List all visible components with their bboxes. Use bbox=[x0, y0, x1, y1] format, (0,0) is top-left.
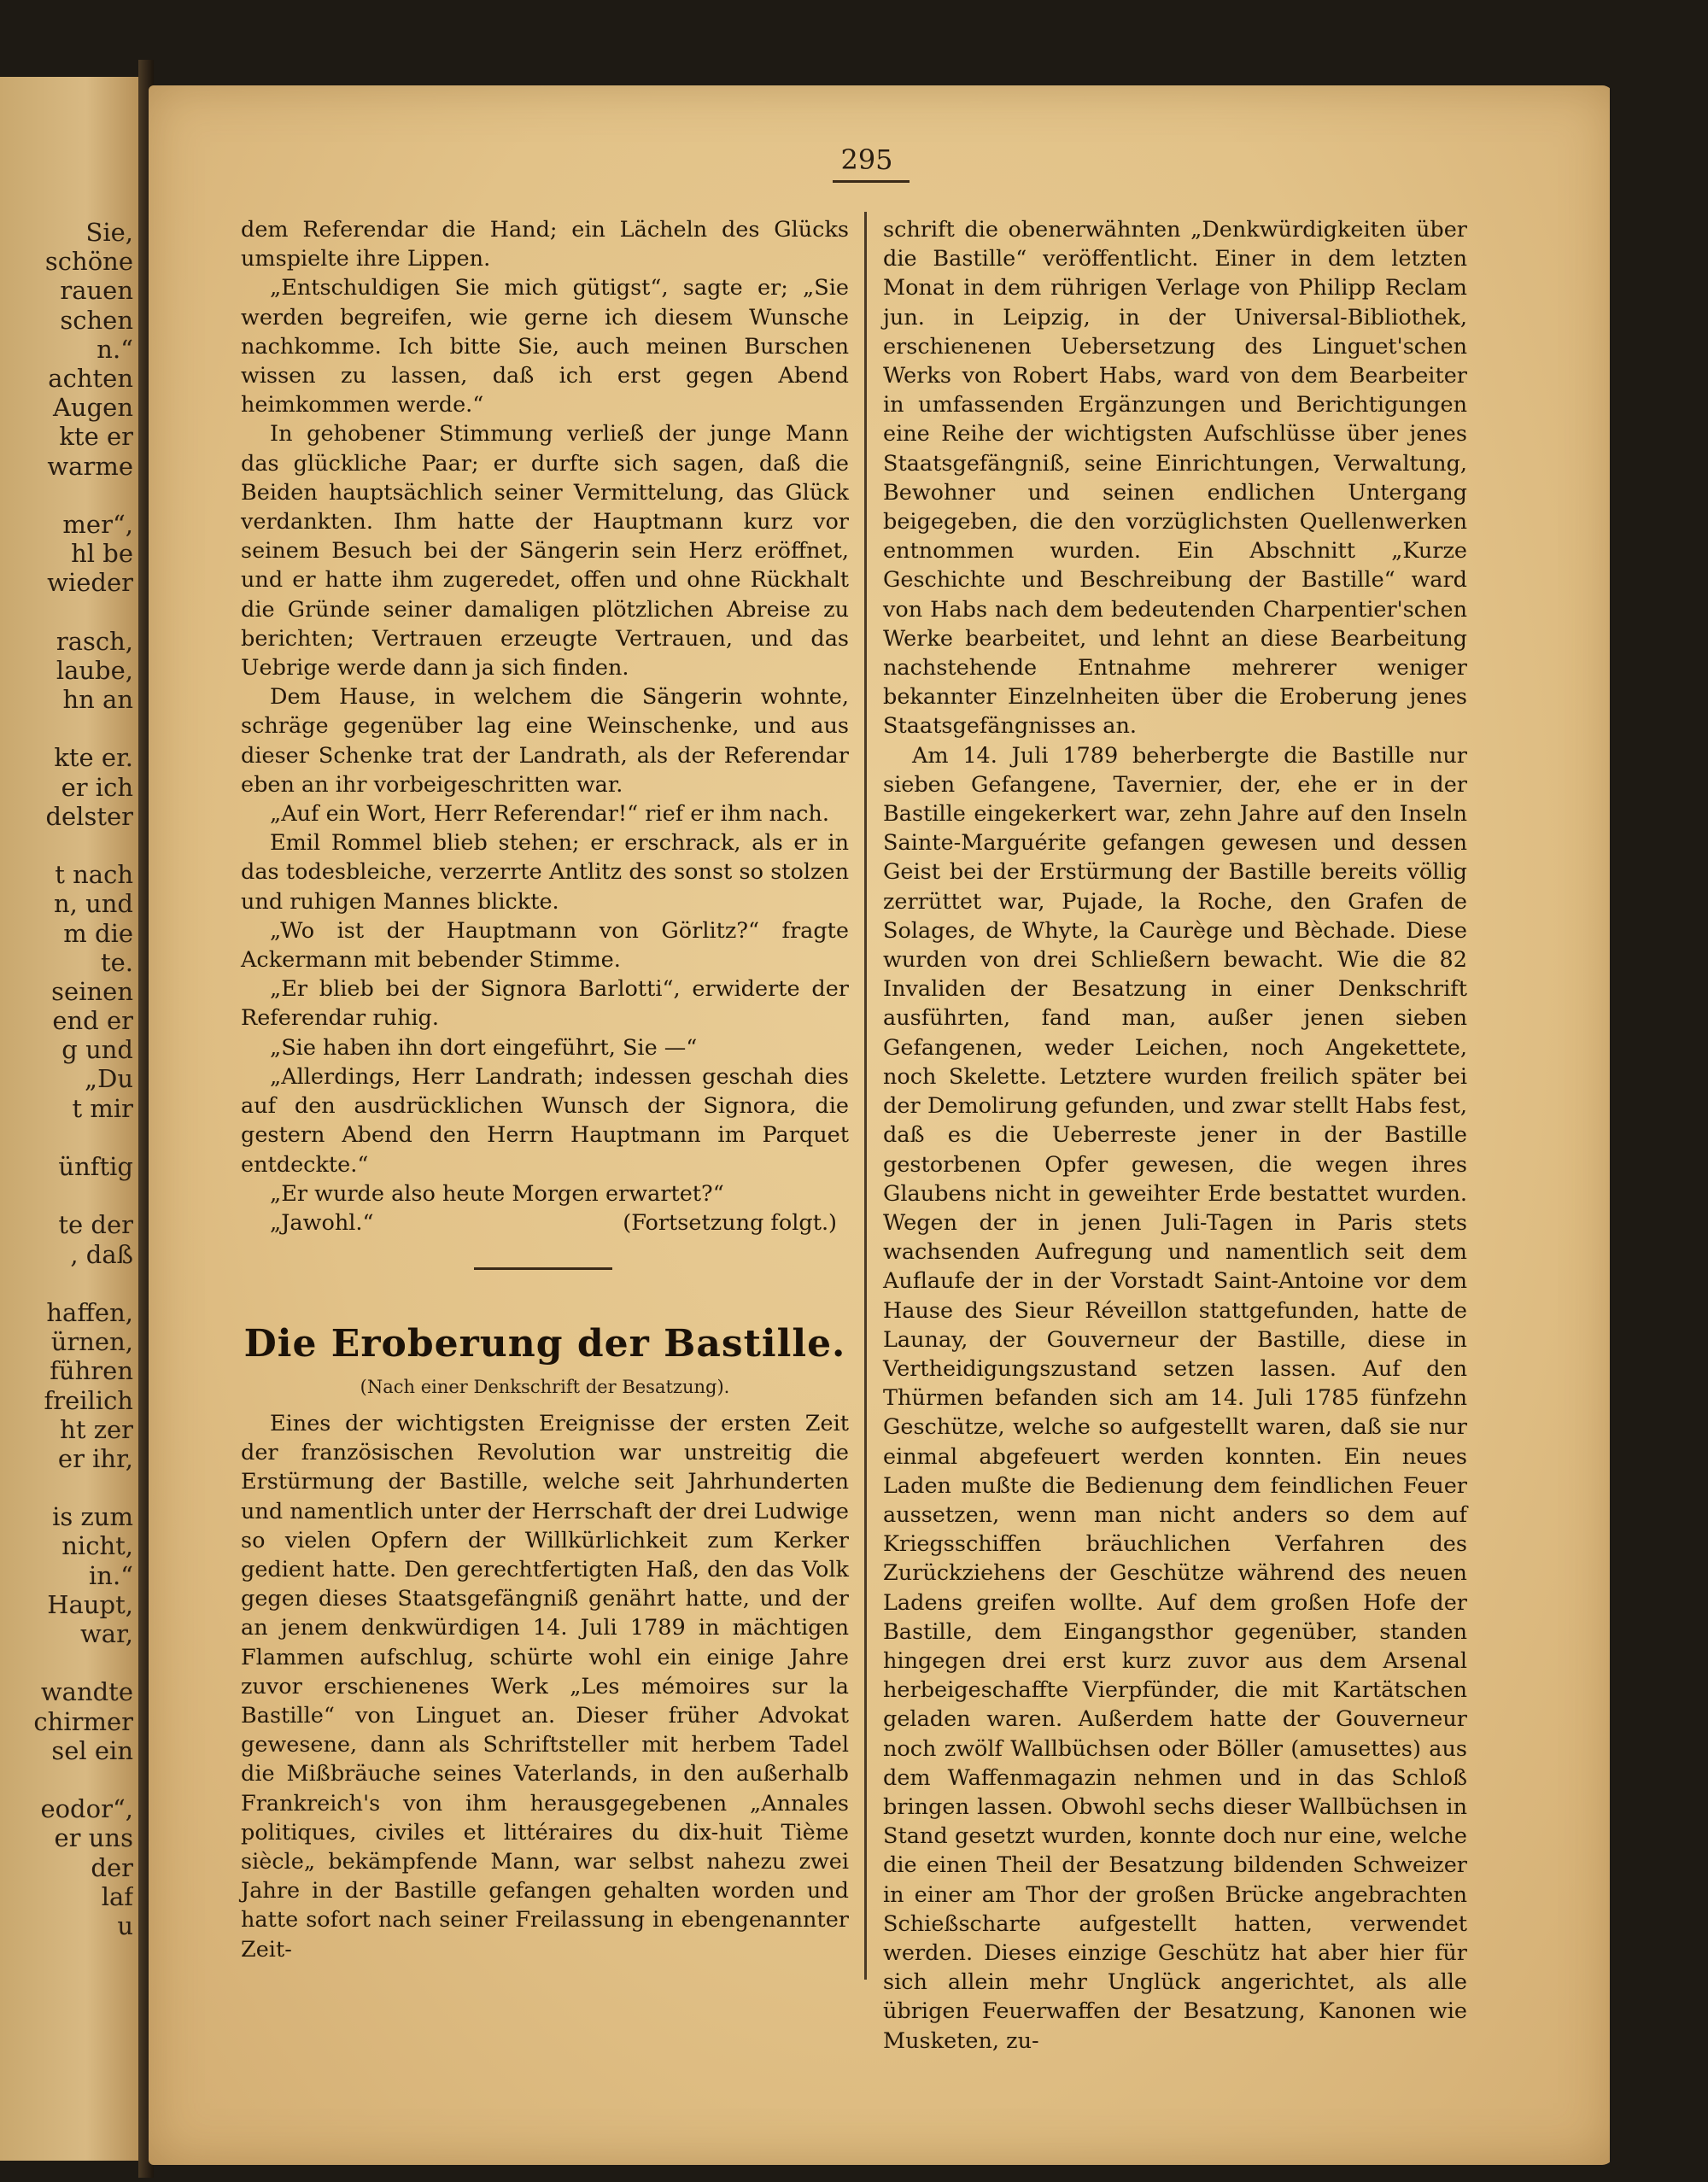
left-page-fragment: nicht, bbox=[61, 1531, 133, 1561]
left-page-fragment: laube, bbox=[56, 655, 133, 685]
left-page-fragment: eodor“, bbox=[40, 1794, 133, 1824]
left-page-fragment bbox=[5, 481, 133, 510]
paragraph: schrift die obenerwähnten „Denkwürdigkeiten über die Bastille“ veröffentlicht. Einer in dem letzten Monat in dem rührigen Verlage von Philipp Reclam jun. in Leipzig, in der Universal-Bibliothek, erschienenen Uebersetzung des Linguet'schen Werks von Robert Habs, ward von dem Bearbeiter in umfassenden Ergänzungen und Berichtigungen eine Reihe der wichtigsten Aufschlüsse über jenes Staatsgefängniß, seine Einrichtungen, Verwaltung, Bewohner und seinen endlichen Untergang beigegeben, die den vorzüglichsten Quellenwerken entnommen wurden. Ein Abschnitt „Kurze Geschichte und Beschreibung der Bastille“ ward von Habs nach dem bedeutenden Charpentier'schen Werke bearbeitet, und lehnt an diese Bearbeitung nachstehende Entnahme mehrerer weniger bekannter Einzelnheiten über die Eroberung jenes Staatsgefängnisses an. bbox=[883, 217, 1467, 740]
continuation-note: (Fortsetzung folgt.) bbox=[623, 1209, 837, 1236]
page-number: 295 bbox=[840, 143, 893, 176]
left-page-fragment: end er bbox=[52, 1006, 133, 1036]
article-title: Die Eroberung der Bastille. bbox=[243, 1322, 846, 1366]
paragraph: „Wo ist der Hauptmann von Görlitz?“ fragte Ackermann mit bebender Stimme. bbox=[241, 917, 849, 974]
left-page-fragment: m die bbox=[63, 918, 133, 948]
left-page-fragment: in.“ bbox=[89, 1560, 133, 1590]
left-page-fragment bbox=[5, 1269, 133, 1298]
left-page-fragment: er uns bbox=[54, 1823, 133, 1853]
section-divider bbox=[474, 1267, 612, 1270]
left-page-fragment: u bbox=[117, 1910, 133, 1940]
left-page-fragment: war, bbox=[79, 1619, 133, 1648]
last-line: „Jawohl.“ bbox=[270, 1209, 374, 1236]
left-page-fragment: kte er. bbox=[54, 743, 133, 773]
paragraph: „Sie haben ihn dort eingeführt, Sie —“ bbox=[270, 1034, 698, 1061]
left-page-fragment: t nach bbox=[55, 860, 133, 890]
left-page-fragment: ht zer bbox=[60, 1414, 133, 1444]
article-subtitle: (Nach einer Denkschrift der Besatzung). bbox=[360, 1377, 730, 1397]
left-page-fragment: achten bbox=[48, 363, 133, 393]
left-page-fragment bbox=[5, 1181, 133, 1210]
left-page-fragment: sel ein bbox=[51, 1735, 133, 1765]
left-page-fragment: wandte bbox=[40, 1677, 133, 1707]
left-page-fragment: schen bbox=[60, 305, 133, 335]
left-page-fragment: haffen, bbox=[46, 1297, 133, 1327]
left-page-fragment: er ihr, bbox=[57, 1443, 133, 1473]
left-page-fragment: is zum bbox=[52, 1502, 133, 1532]
left-page-fragment: laf bbox=[101, 1881, 133, 1911]
left-page-fragment bbox=[5, 1473, 133, 1502]
left-page-fragment: führen bbox=[50, 1356, 133, 1386]
left-page-fragment: te. bbox=[100, 947, 133, 977]
left-page-fragment: wieder bbox=[47, 568, 133, 598]
left-page-fragment: mer“, bbox=[62, 509, 133, 539]
left-page-fragment: g und bbox=[61, 1035, 133, 1065]
left-page-fragment: hl be bbox=[71, 539, 133, 569]
left-page-fragment: rasch, bbox=[56, 626, 133, 656]
left-page-fragment: Sie, bbox=[85, 218, 133, 247]
paragraph: Dem Hause, in welchem die Sängerin wohnte, schräge gegenüber lag eine Weinschenke, und aus dieser Schenke trat der Landrath, als der Referendar eben an ihr vorbeigeschritten war. bbox=[241, 684, 849, 798]
paragraph: Emil Rommel blieb stehen; er erschrack, als er in das todesbleiche, verzerrte Antlitz des sonst so stolzen und ruhigen Mannes blickte. bbox=[241, 830, 849, 915]
left-page-fragment: er ich bbox=[61, 772, 133, 802]
paragraph: Am 14. Juli 1789 beherbergte die Bastille nur sieben Gefangene, Tavernier, der, ehe er in der Bastille eingekerkert war, zehn Jahre auf den Inseln Sainte-Marguérite gefangen gewesen und dessen Geist bei der Erstürmung der Bastille bereits völlig zerrüttet war, Pujade, la Roche, den Grafen de Solages, de Whyte, la Caurège und Bèchade. Diese wurden von drei Schließern bewacht. Wie die 82 Invaliden der Besatzung in einer Denkschrift ausführten, fand man, außer jenen sieben Gefangenen, weder Leichen, noch Angekettete, noch Skelette. Letztere wurden freilich später bei der Demolirung gefunden, und zwar stellt Habs fest, daß es die Ueberreste jener in der Bastille gestorbenen Opfer gewesen, die wegen ihres Glaubens nicht in geweihter Erde bestattet wurden. Wegen der in jenen Juli-Tagen in Paris stets wachsenden Aufregung und namentlich seit dem Auflaufe der in der Vorstadt Saint-Antoine vor dem Hause des Sieur Réveillon stattgefunden, hatte de Launay, der Gouverneur der Bastille, diese in Vertheidigungszustand setzen lassen. Auf den Thürmen befanden sich am 14. Juli 1785 fünfzehn Geschütze, welche so aufgestellt waren, daß sie nur einmal abgefeuert werden konnten. Ein neues Laden mußte die Bedienung dem feindlichen Feuer aussetzen, wenn man nicht anders so dem auf Kriegsschiffen bräuchlichen Verfahren des Zurückziehens der Geschütze während des neuen Ladens greifen wollte. Auf dem großen Hofe der Bastille, dem Eingangsthor gegenüber, standen hingegen drei erst kurz zuvor aus dem Arsenal herbeigeschaffte Vierpfünder, die mit Kartätschen geladen waren. Außerdem hatte der Gouverneur noch zwölf Wallbüchsen oder Böller (amusettes) aus dem Waffenmagazin nehmen und in das Schloß bringen lassen. Obwohl sechs dieser Wallbüchsen in Stand gesetzt wurden, konnte doch nur eine, welche die einen Theil der Besatzung bildenden Schweizer in einer am Thor der großen Brücke angebrachten Schießscharte aufgestellt hatten, verwendet werden. Dieses einzige Geschütz hat aber hier für sich allein mehr Unglück angerichtet, als alle übrigen Feuerwaffen der Besatzung, Kanonen wie Musketen, zu- bbox=[883, 742, 1467, 2054]
column-divider bbox=[864, 212, 867, 1980]
left-page-fragment: Augen bbox=[52, 393, 133, 423]
left-page-fragment: n.“ bbox=[97, 334, 133, 364]
left-page-fragment bbox=[5, 831, 133, 860]
left-page-edge bbox=[0, 77, 143, 2161]
left-page-fragment: seinen bbox=[51, 976, 133, 1006]
left-page-fragment: ürnen, bbox=[50, 1327, 133, 1357]
left-page-fragment: chirmer bbox=[33, 1706, 133, 1736]
paragraph: „Entschuldigen Sie mich gütigst“, sagte er; „Sie werden begreifen, wie gerne ich diesem Wunsche nachkomme. Ich bitte Sie, auch meinen Burschen wissen zu lassen, daß ich erst gegen Abend heimkommen werde.“ bbox=[241, 275, 849, 418]
left-page-fragment: Haupt, bbox=[47, 1589, 133, 1619]
background-edge bbox=[1610, 85, 1708, 2182]
left-page-fragment: warme bbox=[47, 451, 133, 481]
left-page-fragment: schöne bbox=[44, 247, 133, 277]
left-page-fragment: delster bbox=[45, 801, 133, 831]
left-page-fragment: hn an bbox=[62, 685, 133, 714]
left-page-fragment: freilich bbox=[44, 1385, 133, 1415]
left-page-fragment bbox=[5, 1648, 133, 1677]
page-number-rule bbox=[833, 180, 910, 183]
left-page-fragment: „Du bbox=[85, 1064, 133, 1094]
paragraph: „Auf ein Wort, Herr Referendar!“ rief er ihm nach. bbox=[270, 801, 829, 828]
left-page-fragment bbox=[5, 597, 133, 626]
left-page-fragment: n, und bbox=[53, 889, 133, 919]
left-column bbox=[241, 215, 849, 1237]
left-page-fragment: , daß bbox=[70, 1239, 133, 1269]
left-page-fragment bbox=[5, 1765, 133, 1794]
left-page-fragment: ünftig bbox=[58, 1152, 133, 1181]
left-page-fragment: te der bbox=[58, 1210, 133, 1240]
paragraph: Eines der wichtigsten Ereignisse der ersten Zeit der französischen Revolution war unstreitig die Erstürmung der Bastille, welche seit Jahrhunderten und namentlich unter der Herrschaft der drei Ludwige so vielen Opfern der Willkürlichkeit zum Kerker gedient hatte. Den gerechtfertigten Haß, den das Volk gegen dieses Staatsgefängniß genährt hatte, und der an jenem denkwürdigen 14. Juli 1789 in mächtigen Flammen aufschlug, schürte wohl ein einige Jahre zuvor erschienenes Werk „Les mémoires sur la Bastille“ von Linguet an. Dieser früher Advokat gewesene, dann als Schriftsteller mit herbem Tadel die Mißbräuche seines Vaterlands, in den außerhalb Frankreich's von ihm herausgegebenen „Annales politiques, civiles et littéraires du dix-huit Tième siècle„ bekämpfende Mann, war selbst nahezu zwei Jahre in der Bastille gefangen gehalten worden und hatte sofort nach seiner Freilassung in ebengenannter Zeit- bbox=[241, 1411, 849, 1963]
right-column bbox=[883, 215, 1467, 2056]
paragraph: „Er wurde also heute Morgen erwartet?“ bbox=[270, 1180, 724, 1207]
left-page-fragment: rauen bbox=[60, 276, 133, 306]
left-page-fragment: t mir bbox=[72, 1093, 133, 1123]
left-page-fragment: der bbox=[91, 1852, 133, 1882]
paragraph: „Allerdings, Herr Landrath; indessen geschah dies auf den ausdrücklichen Wunsch der Signora, die gestern Abend den Herrn Hauptmann im Parquet entdeckte.“ bbox=[241, 1063, 849, 1178]
paragraph: „Er blieb bei der Signora Barlotti“, erwiderte der Referendar ruhig. bbox=[241, 976, 849, 1032]
left-page-fragment bbox=[5, 1123, 133, 1152]
paragraph: In gehobener Stimmung verließ der junge Mann das glückliche Paar; er durfte sich sagen, daß die Beiden hauptsächlich seiner Vermittelung, das Glück verdankten. Ihm hatte der Hauptmann kurz vor seinem Besuch bei der Sängerin sein Herz eröffnet, und er hatte ihm zugeredet, offen und ohne Rückhalt die Gründe seiner damaligen plötzlichen Abreise zu berichten; Vertrauen erzeugte Vertrauen, und das Uebrige werde dann ja sich finden. bbox=[241, 421, 849, 682]
left-page-fragment bbox=[5, 714, 133, 743]
left-page-fragment: kte er bbox=[59, 422, 133, 452]
paragraph: dem Referendar die Hand; ein Lächeln des Glücks umspielte ihre Lippen. bbox=[241, 217, 849, 272]
continuation-line bbox=[241, 1208, 849, 1237]
article-column bbox=[241, 1409, 849, 1964]
left-page-text-fragments bbox=[5, 218, 133, 1940]
